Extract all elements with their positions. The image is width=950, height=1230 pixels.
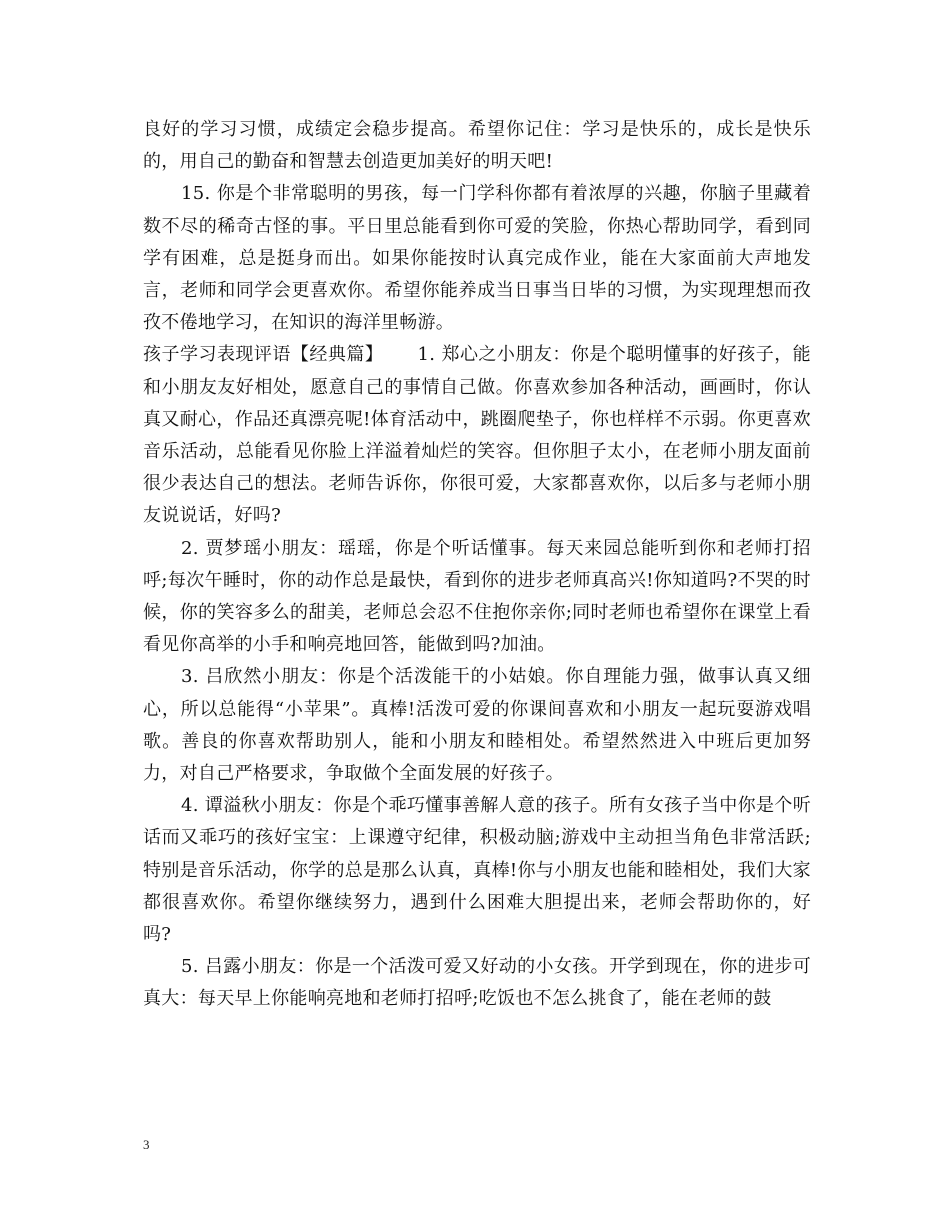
paragraph-1: 良好的学习习惯，成绩定会稳步提高。希望你记住：学习是快乐的，成长是快乐的，用自己的勤奋和智慧去创造更加美好的明天吧! xyxy=(143,119,811,173)
document-body xyxy=(143,114,811,1016)
paragraph-3: 孩子学习表现评语【经典篇】 1. 郑心之小朋友：你是个聪明懂事的好孩子，能和小朋友友好相处，愿意自己的事情自己做。你喜欢参加各种活动，画画时，你认真又耐心，作品还真漂亮呢!体育活动中，跳圈爬垫子，你也样样不示弱。你更喜欢音乐活动，总能看见你脸上洋溢着灿烂的笑容。但你胆子太小，在老师小朋友面前很少表达自己的想法。老师告诉你，你很可爱，大家都喜欢你，以后多与老师小朋友说说话，好吗? xyxy=(143,344,811,527)
paragraph-2: 15. 你是个非常聪明的男孩，每一门学科你都有着浓厚的兴趣，你脑子里藏着数不尽的稀奇古怪的事。平日里总能看到你可爱的笑脸，你热心帮助同学，看到同学有困难，总是挺身而出。如果你能按时认真完成作业，能在大家面前大声地发言，老师和同学会更喜欢你。希望你能养成当日事当日毕的习惯，为实现理想而孜孜不倦地学习，在知识的海洋里畅游。 xyxy=(143,183,811,334)
page-number: 3 xyxy=(143,1137,150,1152)
paragraph-4: 2. 贾梦瑶小朋友：瑶瑶，你是个听话懂事。每天来园总能听到你和老师打招呼;每次午睡时，你的动作总是最快，看到你的进步老师真高兴!你知道吗?不哭的时候，你的笑容多么的甜美，老师总会忍不住抱你亲你;同时老师也希望你在课堂上看看见你高举的小手和响亮地回答，能做到吗?加油。 xyxy=(143,537,811,656)
paragraph-6: 4. 谭溢秋小朋友：你是个乖巧懂事善解人意的孩子。所有女孩子当中你是个听话而又乖巧的孩好宝宝：上课遵守纪律，积极动脑;游戏中主动担当角色非常活跃;特别是音乐活动，你学的总是那么认真，真棒!你与小朋友也能和睦相处，我们大家都很喜欢你。希望你继续努力，遇到什么困难大胆提出来，老师会帮助你的，好吗? xyxy=(143,795,811,946)
paragraph-5: 3. 吕欣然小朋友：你是个活泼能干的小姑娘。你自理能力强，做事认真又细心，所以总能得“小苹果”。真棒!活泼可爱的你课间喜欢和小朋友一起玩耍游戏唱歌。善良的你喜欢帮助别人，能和小朋友和睦相处。希望然然进入中班后更加努力，对自己严格要求，争取做个全面发展的好孩子。 xyxy=(143,666,811,785)
paragraph-7: 5. 吕露小朋友：你是一个活泼可爱又好动的小女孩。开学到现在，你的进步可真大：每天早上你能响亮地和老师打招呼;吃饭也不怎么挑食了，能在老师的鼓 xyxy=(143,956,811,1010)
